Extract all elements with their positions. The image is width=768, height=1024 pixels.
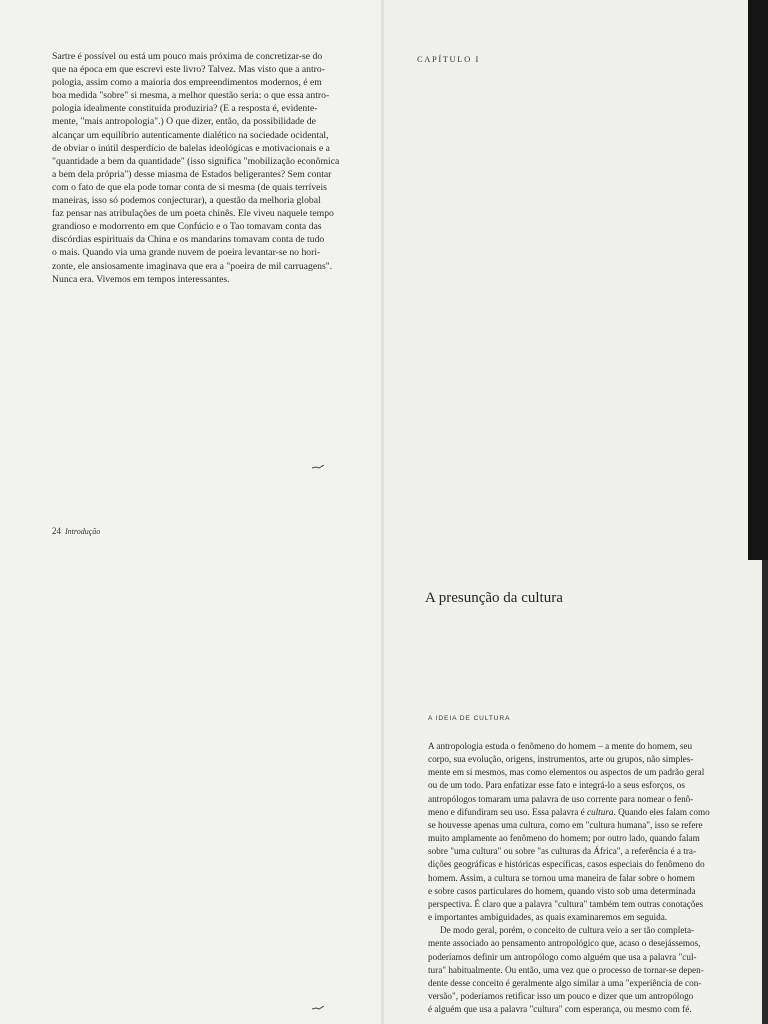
text-line: maneiras, isso só podemos conjecturar), a questão da melhoria global: [52, 195, 321, 207]
text-line: pologia idealmente constituída produziria? (E a resposta é, evidente-: [52, 103, 318, 115]
emphasized-word: cultura: [586, 806, 614, 817]
text-line: corpo, sua evolução, origens, instrumentos, arte ou grupos, não simples-: [428, 754, 694, 765]
text-line: de obviar o inútil desperdício de balelas ideológicas e motivacionais e a: [52, 142, 330, 154]
text-line: discórdias espirituais da China e os mandarins tomavam conta de tudo: [52, 234, 325, 246]
text-line: a bem dela própria") desse miasma de Estados beligerantes? Sem contar: [52, 168, 332, 180]
text-line: meno e difundiram seu uso. Essa palavra é cultura. Quando eles falam como: [428, 806, 710, 817]
text-line: alcançar um equilíbrio autenticamente dialético na sociedade ocidental,: [52, 129, 329, 141]
text-line: sobre "uma cultura" ou sobre "as culturas da África", a referência é a tra-: [428, 846, 697, 857]
text-line: boa medida "sobre" si mesma, a melhor questão seria: o que essa antro-: [52, 90, 330, 102]
ink-mark-icon: [312, 1006, 324, 1010]
text-line: tura" habitualmente. Ou então, uma vez que o processo de tornar-se depen-: [428, 964, 704, 975]
text-line: mente associado ao pensamento antropológico que, acaso o desejássemos,: [428, 938, 701, 949]
section-heading: A IDEIA DE CULTURA: [428, 715, 511, 722]
text-line: dente desse conceito é geralmente algo similar a uma "experiência de con-: [428, 977, 702, 988]
text-line: antropólogos tomaram uma palavra de uso corrente para nomear o fenô-: [428, 793, 694, 804]
text-line: De modo geral, porém, o conceito de cultura veio a ser tão completa-: [440, 925, 695, 936]
text-line: e importantes ambiguidades, as quais examinaremos em seguida.: [428, 912, 668, 923]
text-line: o mais. Quando via uma grande nuvem de poeira levantar-se no hori-: [52, 247, 321, 259]
text-line: muito amplamente ao fenômeno do homem; por outro lado, quando falam: [428, 833, 700, 844]
page-folio: [52, 526, 100, 536]
text-line: dições geográficas e históricas específicas, casos especiais do fenômeno do: [428, 859, 705, 870]
ink-mark-icon: [312, 465, 324, 469]
text-line: "quantidade a bem da quantidade" (isso significa "mobilização econômica: [52, 155, 340, 167]
text-line: poderíamos definir um antropólogo como alguém que usa a palavra "cul-: [428, 951, 697, 962]
chapter-label: CAPÍTULO I: [417, 54, 480, 64]
text-line: mente em si mesmos, mas como elementos ou aspectos de um padrão geral: [428, 767, 705, 778]
text-line: A antropologia estuda o fenômeno do homem – a mente do homem, seu: [428, 741, 693, 751]
text-line: e sobre casos particulares do homem, quando visto sob uma determinada: [428, 885, 696, 896]
left-body-text: [52, 50, 338, 286]
right-body-text: [428, 740, 714, 1016]
text-line: grandioso e modorrento em que Confúcio e o Tao tomavam conta das: [52, 221, 322, 233]
text-line: é alguém que usa a palavra "cultura" com esperança, ou mesmo com fé.: [428, 1004, 692, 1015]
text-line: faz pensar nas atribulações de um poeta chinês. Ele viveu naquele tempo: [52, 208, 334, 220]
text-line: com o fato de que ela pode tomar conta de si mesma (de quais terríveis: [52, 181, 327, 193]
text-line: se houvesse apenas uma cultura, como em "cultura humana", isso se refere: [428, 819, 703, 830]
book-gutter: [381, 0, 384, 1024]
text-line: zonte, ele ansiosamente imaginava que era a "poeira de mil carruagens".: [52, 260, 333, 272]
text-line: que na época em que escrevi este livro? Talvez. Mas visto que a antro-: [52, 64, 325, 76]
chapter-title: A presunção da cultura: [425, 590, 563, 606]
text-line: ou de um todo. Para enfatizar esse fato e integrá-lo a seus esforços, os: [428, 780, 685, 791]
text-line: perspectiva. É claro que a palavra "cultura" também tem outras conotações: [428, 898, 704, 909]
text-line: mente, "mais antropologia".) O que dizer, então, da possibilidade de: [52, 116, 316, 128]
text-line: pologia, assim como a maioria dos empreendimentos modernos, é em: [52, 77, 322, 89]
text-line: homem. Assim, a cultura se tornou uma maneira de falar sobre o homem: [428, 872, 695, 883]
page-number: 24: [52, 526, 61, 536]
text-line: Sartre é possível ou está um pouco mais próxima de concretizar-se do: [52, 51, 323, 62]
running-head: Introdução: [65, 527, 101, 536]
scan-edge-bar: [748, 0, 768, 560]
text-line: versão", poderíamos retificar isso um pouco e dizer que um antropólogo: [428, 990, 694, 1001]
text-line: Nunca era. Vivemos em tempos interessantes.: [52, 273, 230, 285]
